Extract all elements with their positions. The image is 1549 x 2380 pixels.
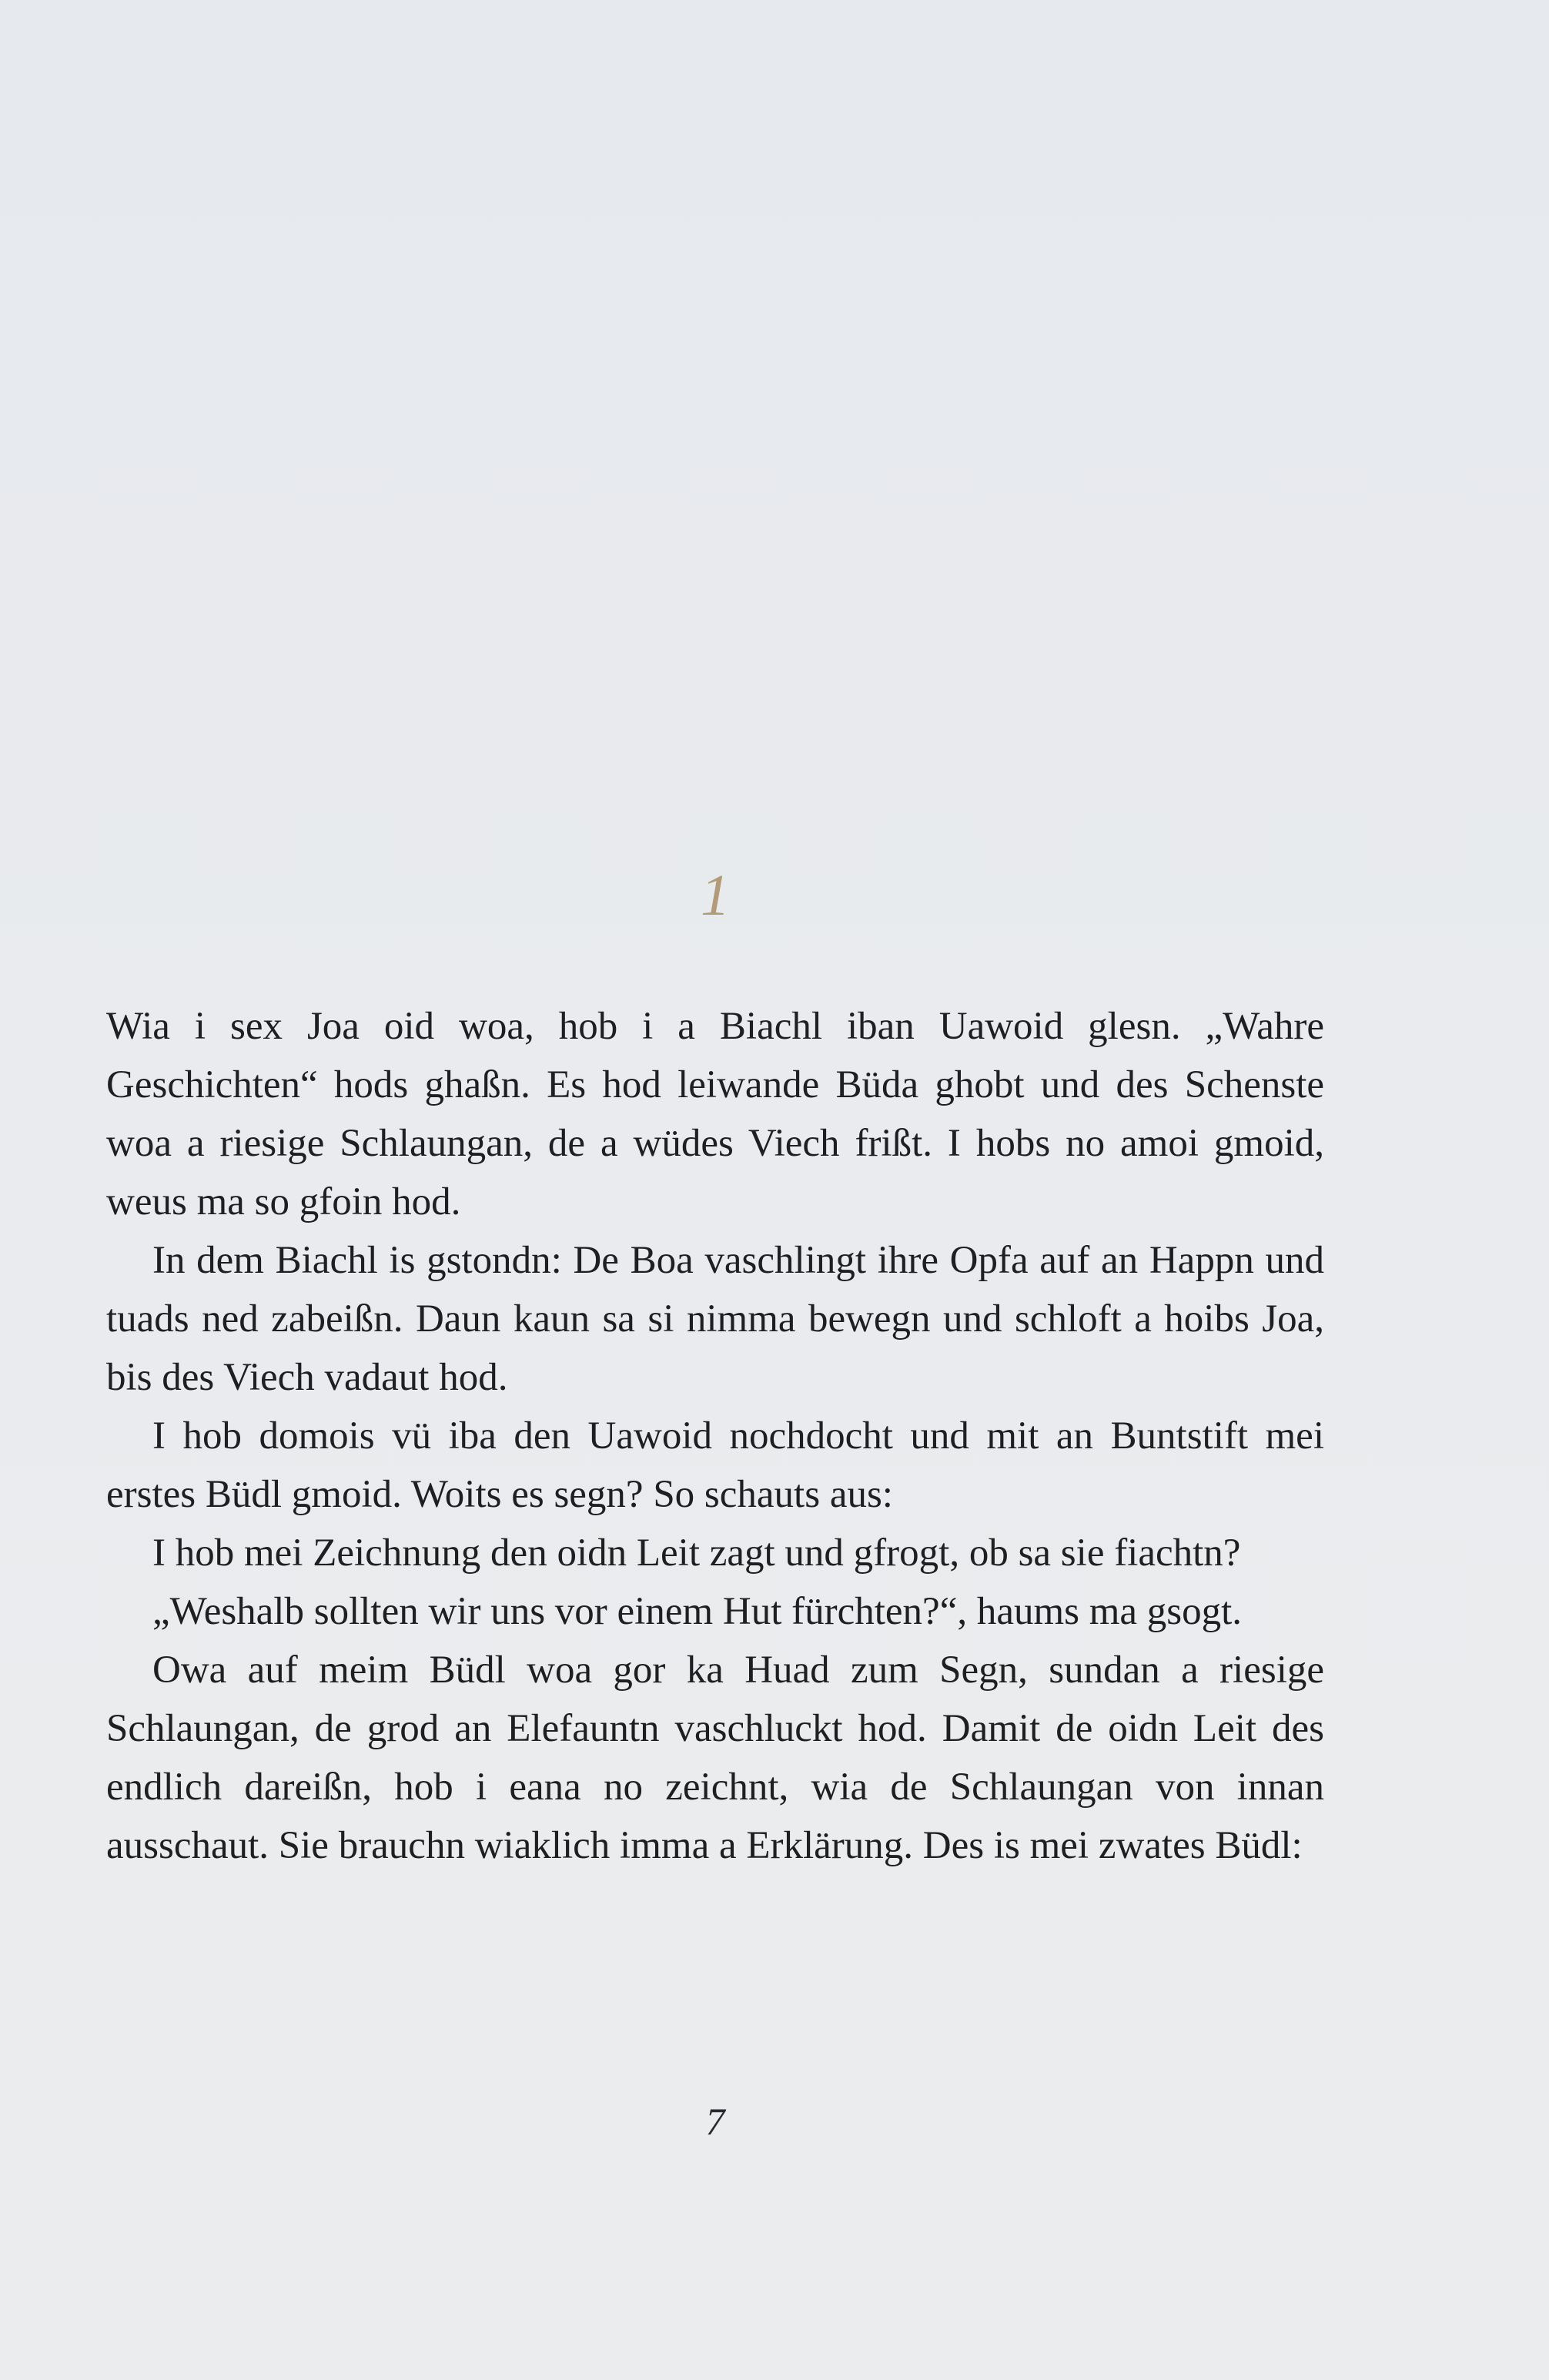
paragraph-2: In dem Biachl is gstondn: De Boa vaschlingt ihre Opfa auf an Happn und tuads ned zabeißn. Daun kaun sa si nimma bewegn und schloft a hoibs Joa, bis des Viech vadaut hod. — [106, 1239, 1324, 1399]
page-number: 7 — [705, 2100, 725, 2143]
paragraph-3: I hob domois vü iba den Uawoid nochdocht und mit an Buntstift mei erstes Büdl gmoid. Woits es segn? So schauts aus: — [106, 1414, 1324, 1516]
paragraph-6: Owa auf meim Büdl woa gor ka Huad zum Segn, sundan a riesige Schlaungan, de grod an Elefauntn vaschluckt hod. Damit de oidn Leit des endlich dareißn, hob i eana no zeichnt, wia de Schlaungan von innan ausschaut. Sie brauchn wiaklich imma a Erklärung. Des is mei zwates Büdl: — [106, 1649, 1324, 1867]
paragraph-1: Wia i sex Joa oid woa, hob i a Biachl iban Uawoid glesn. „Wahre Geschichten“ hods ghaßn. Es hod leiwande Büda ghobt und des Schenste woa a riesige Schlaungan, de a wüdes Viech frißt. I hobs no amoi gmoid, weus ma so gfoin hod. — [106, 1005, 1324, 1223]
paragraph-4: I hob mei Zeichnung den oidn Leit zagt und gfrogt, ob sa sie fiachtn? — [152, 1531, 1241, 1575]
chapter-number: 1 — [701, 863, 730, 928]
paragraph-5: „Weshalb sollten wir uns vor einem Hut fürchten?“, haums ma gsogt. — [152, 1590, 1243, 1633]
body-text — [106, 997, 1324, 1875]
